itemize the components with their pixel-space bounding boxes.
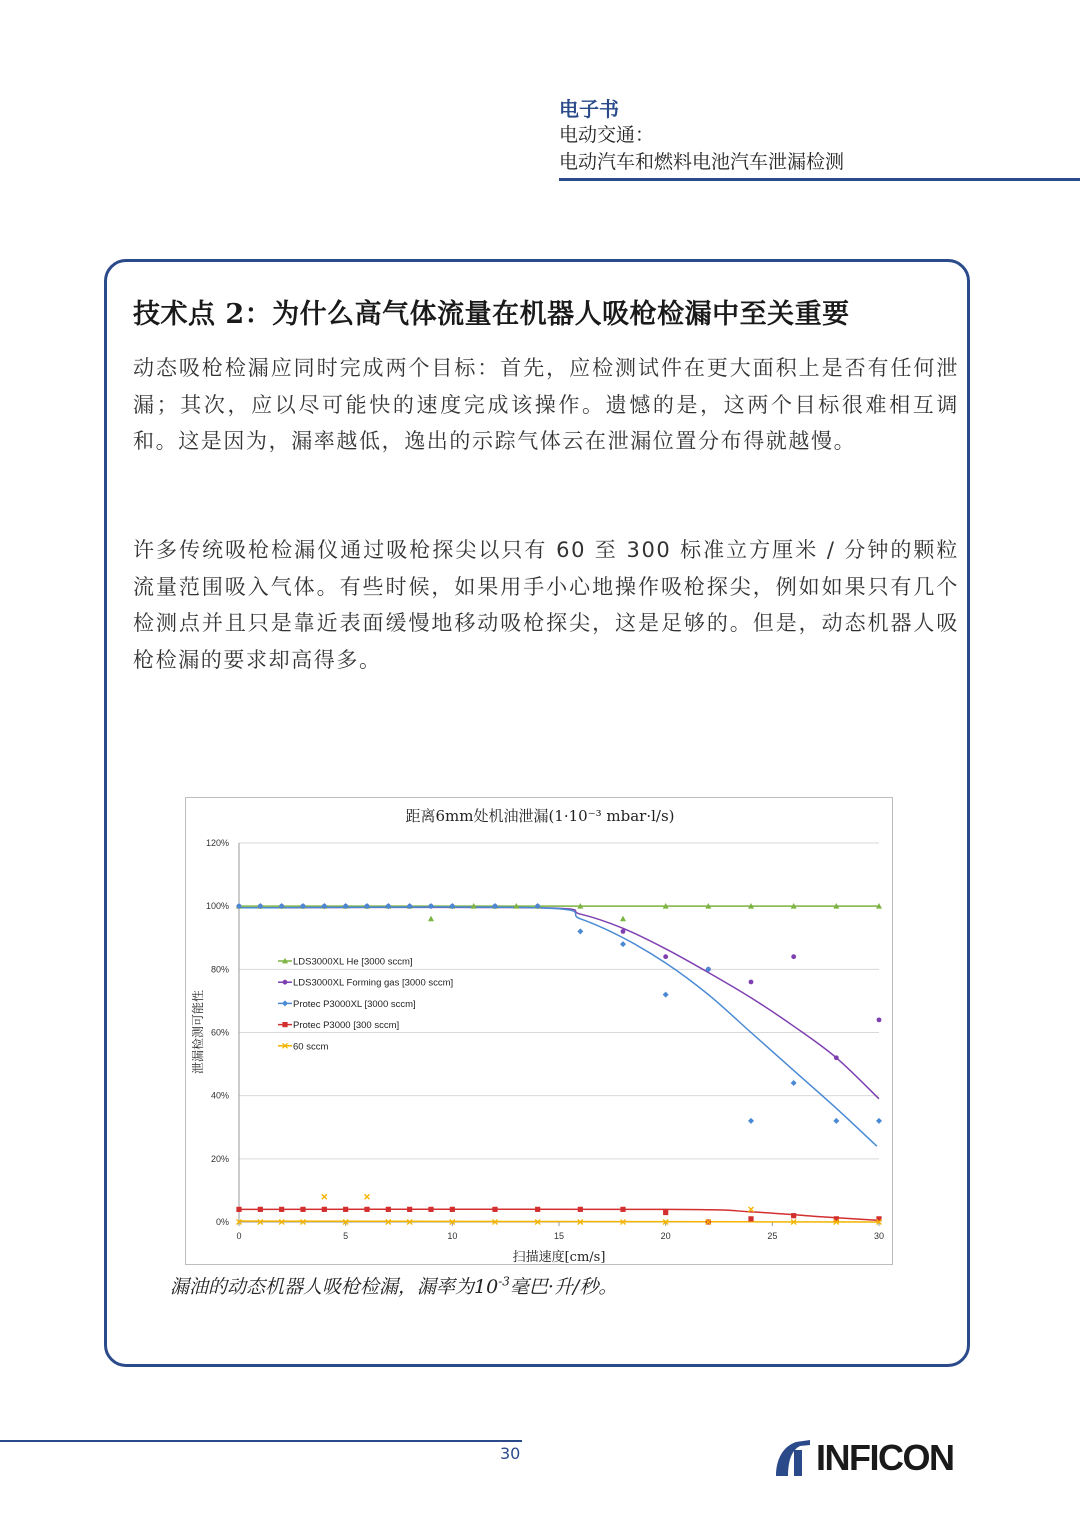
section-heading: 技术点 2：为什么高气体流量在机器人吸枪检漏中至关重要 — [133, 299, 850, 330]
series-4-point — [300, 1207, 305, 1212]
legend-label: Protec P3000XL [3000 sccm] — [293, 998, 416, 1010]
series-2-point — [791, 954, 796, 959]
series-4-point — [364, 1207, 369, 1212]
x-tick-label: 0 — [236, 1231, 242, 1241]
legend-label: Protec P3000 [300 sccm] — [293, 1020, 400, 1032]
legend-item — [278, 1041, 328, 1052]
series-4-curve — [239, 1209, 879, 1220]
series-2-point — [877, 1017, 882, 1022]
series-4-point — [748, 1216, 753, 1221]
y-tick-label: 40% — [210, 1090, 229, 1101]
legend-item — [278, 957, 413, 968]
y-axis-label: 泄漏检测可能性 — [191, 989, 205, 1075]
paragraph-2: 许多传统吸枪检漏仪通过吸枪探尖以只有 60 至 300 标准立方厘米 / 分钟的颗粒流量范围吸入气体。有些时候，如果用手小心地操作吸枪探尖，例如如果只有几个检测点并且只是靠近表面缓慢地移动吸枪探尖，这是足够的。但是，动态机器人吸枪检漏的要求却高得多。 — [133, 538, 959, 672]
legend-swatch-marker — [282, 1022, 287, 1027]
series-1-point — [428, 916, 434, 922]
header-rule — [559, 178, 1080, 181]
header-category: 电子书 — [559, 97, 619, 121]
series-4-point — [535, 1207, 540, 1212]
x-tick-label: 5 — [343, 1231, 349, 1241]
series-2-point — [621, 929, 626, 934]
y-tick-label: 80% — [210, 964, 229, 975]
series-4-point — [578, 1207, 583, 1212]
series-4-point — [343, 1207, 348, 1212]
inficon-logo — [772, 1436, 978, 1480]
document-header — [559, 96, 1080, 176]
series-5-point — [322, 1194, 327, 1199]
series-3-point — [428, 903, 434, 909]
series-3-point — [620, 941, 626, 947]
chart-svg — [186, 798, 892, 1264]
series-1-point — [620, 916, 626, 922]
series-5-point — [365, 1194, 370, 1199]
chart-x-ticks — [236, 1231, 884, 1241]
x-tick-label: 25 — [767, 1231, 778, 1241]
legend-item — [278, 999, 416, 1010]
legend-swatch-marker — [282, 1000, 288, 1006]
x-tick-label: 15 — [553, 1231, 565, 1241]
legend-label: 60 sccm — [293, 1041, 329, 1053]
series-4-point — [428, 1207, 433, 1212]
y-tick-label: 60% — [210, 1027, 229, 1038]
series-3-point — [791, 1080, 797, 1086]
page-number: 30 — [500, 1444, 521, 1463]
series-3-point — [663, 992, 669, 998]
series-4-point — [279, 1207, 284, 1212]
series-4-point — [386, 1207, 391, 1212]
logo-mark-icon — [772, 1436, 816, 1480]
chart-y-ticks — [206, 838, 229, 1227]
caption-text-end: 毫巴·升/秒。 — [509, 1276, 618, 1298]
series-4-point — [450, 1207, 455, 1212]
footer-rule — [0, 1440, 522, 1442]
chart-figure — [185, 797, 893, 1265]
header-title-line1: 电动交通： — [559, 124, 655, 146]
legend-item — [278, 978, 453, 989]
y-tick-label: 100% — [205, 901, 229, 912]
x-tick-label: 30 — [873, 1231, 885, 1241]
series-5-curve — [239, 1221, 879, 1222]
figure-caption — [170, 1272, 617, 1299]
chart-legend — [278, 957, 453, 1053]
legend-item — [278, 1020, 399, 1031]
chart-title: 距离6mm处机油泄漏(1·10⁻³ mbar·l/s) — [405, 807, 675, 825]
paragraph-1: 动态吸枪检漏应同时完成两个目标：首先，应检测试件在更大面积上是否有任何泄漏；其次，应以尽可能快的速度完成该操作。遗憾的是，这两个目标很难相互调和。这是因为，漏率越低，逸出的示踪气体云在泄漏位置分布得就越慢。 — [133, 356, 959, 453]
caption-exponent: -3 — [498, 1274, 510, 1289]
series-2-point — [749, 980, 754, 985]
y-tick-label: 0% — [215, 1217, 229, 1227]
series-3-point — [748, 1118, 754, 1124]
series-4-point — [663, 1210, 668, 1215]
series-3-point — [876, 1118, 882, 1124]
series-4-point — [492, 1207, 497, 1212]
series-4-point — [620, 1207, 625, 1212]
chart-curves — [239, 906, 879, 1222]
y-tick-label: 20% — [210, 1153, 229, 1164]
series-5-point — [749, 1207, 754, 1212]
series-2-point — [663, 954, 668, 959]
series-4-point — [322, 1207, 327, 1212]
logo-text: INFICON — [816, 1437, 954, 1478]
series-3-point — [577, 928, 583, 934]
x-tick-label: 20 — [660, 1231, 671, 1241]
series-4-point — [407, 1207, 412, 1212]
legend-label: LDS3000XL Forming gas [3000 sccm] — [293, 977, 454, 989]
chart-axes — [239, 843, 879, 1226]
series-4-point — [258, 1207, 263, 1212]
y-tick-label: 120% — [205, 838, 229, 848]
x-axis-label: 扫描速度[cm/s] — [512, 1250, 606, 1264]
series-2-point — [834, 1055, 839, 1060]
x-tick-label: 10 — [447, 1231, 458, 1241]
legend-swatch-marker — [283, 980, 288, 985]
series-3-point — [833, 1118, 839, 1124]
series-4-point — [236, 1207, 241, 1212]
series-4-point — [791, 1213, 796, 1218]
caption-text: 漏油的动态机器人吸枪检漏，漏率为10 — [170, 1276, 499, 1298]
legend-label: LDS3000XL He [3000 sccm] — [293, 956, 413, 968]
header-title-line2: 电动汽车和燃料电池汽车泄漏检测 — [559, 151, 845, 173]
